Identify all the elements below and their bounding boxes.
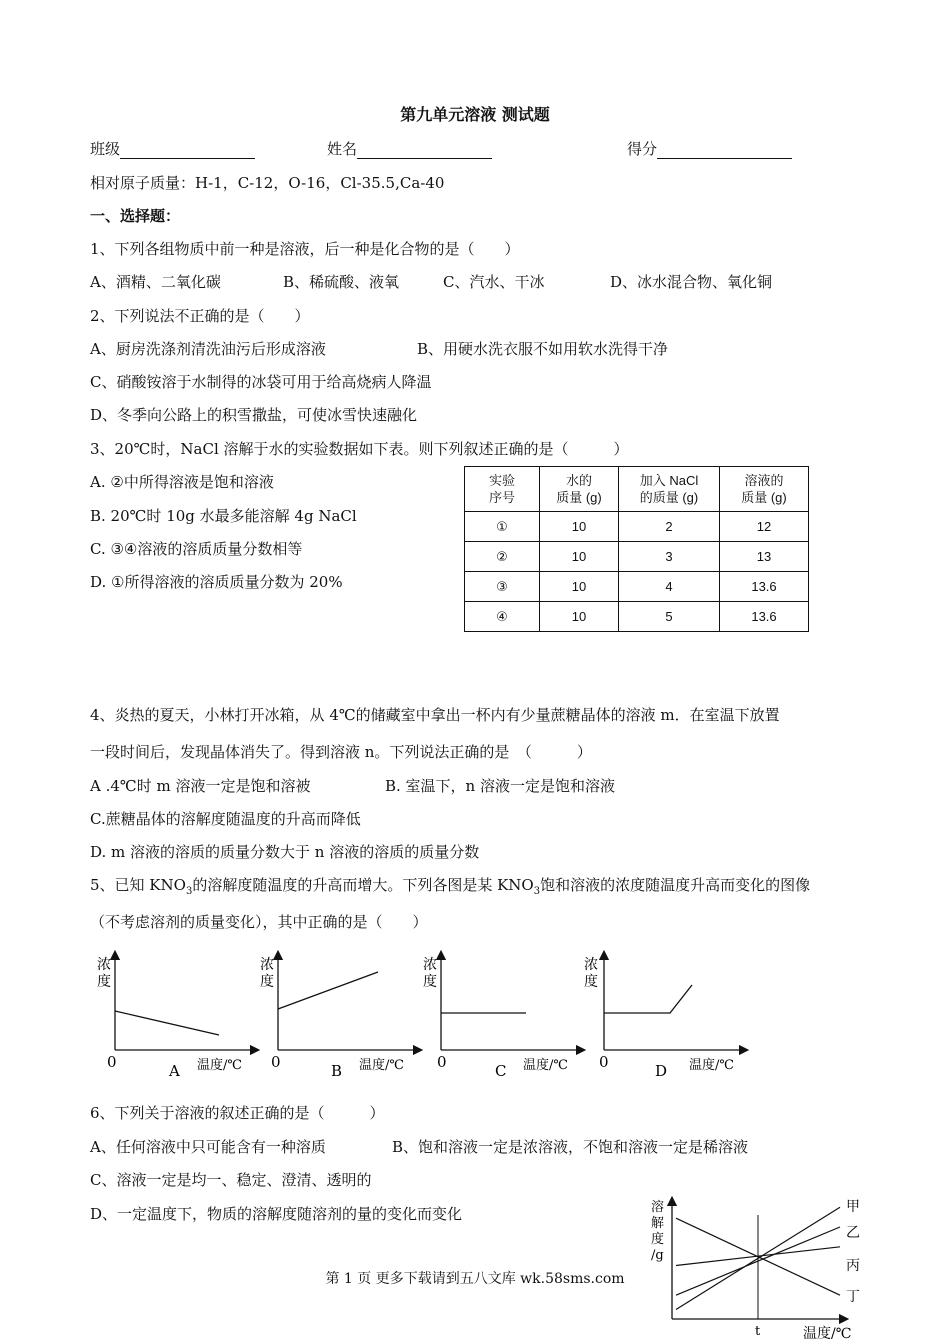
table-row	[465, 602, 809, 632]
table-cell: 10	[540, 512, 619, 542]
graph-b-xlabel: 温度/℃	[359, 1058, 404, 1073]
table-row	[465, 572, 809, 602]
table-cell: 10	[540, 542, 619, 572]
q5-stem-line1: 5、已知 $KNO_3$的溶解度随温度的升高而增大。下列各图是某 $KNO_3$饱和溶液的浓度随温度升高而变化的图像	[90, 876, 811, 897]
graph-b-ylabel-1: 浓	[260, 957, 274, 973]
sol-legend-bing: 丙	[846, 1258, 860, 1274]
graph-d-xlabel: 温度/℃	[689, 1058, 734, 1073]
q4-option-c: C.蔗糖晶体的溶解度随温度的升高而降低	[90, 810, 361, 828]
q2-option-b: B、用硬水洗衣服不如用软水洗得干净	[417, 340, 669, 358]
q5-stem-line2: （不考虑溶剂的质量变化），其中正确的是（ ）	[90, 913, 428, 931]
table-cell: 3	[619, 542, 720, 572]
graph-c-ylabel-1: 浓	[423, 957, 437, 973]
graph-a-ylabel-2: 度	[97, 974, 111, 990]
table-cell: 5	[619, 602, 720, 632]
class-field	[90, 138, 255, 159]
graph-a	[97, 955, 255, 1080]
graph-b	[260, 955, 418, 1080]
table-header: 加入 NaCl 的质量 (g)	[619, 467, 720, 512]
table-cell: 13.6	[720, 572, 809, 602]
table-cell: ①	[465, 512, 540, 542]
table-row	[465, 512, 809, 542]
score-field	[627, 138, 792, 159]
table-cell: 4	[619, 572, 720, 602]
sol-ylabel-2: 解	[651, 1216, 665, 1231]
sol-ylabel-1: 溶	[651, 1200, 665, 1215]
concentration-graphs	[85, 945, 765, 1085]
name-field	[327, 138, 492, 159]
sol-legend-ding: 丁	[846, 1289, 860, 1305]
sol-ylabel-3: 度	[651, 1232, 665, 1247]
page-title: 第九单元溶液 测试题	[400, 105, 550, 124]
sol-legend-jia: 甲	[846, 1199, 860, 1215]
graph-d-letter: D	[655, 1062, 668, 1080]
graph-b-ylabel-2: 度	[260, 974, 274, 990]
q6-option-c: C、溶液一定是均一、稳定、澄清、透明的	[90, 1171, 372, 1189]
table-header: 溶液的 质量 (g)	[720, 467, 809, 512]
q3-option-c: C. ③④溶液的溶质质量分数相等	[90, 540, 303, 558]
q1-stem: 1、下列各组物质中前一种是溶液，后一种是化合物的是（ ）	[90, 240, 520, 258]
graph-a-origin: 0	[107, 1053, 117, 1071]
graph-d-ylabel-2: 度	[584, 974, 598, 990]
graph-c-ylabel-2: 度	[423, 974, 437, 990]
graph-d-origin: 0	[599, 1053, 609, 1071]
page-footer: 第 1 页 更多下载请到五八文库 wk.58sms.com	[325, 1271, 625, 1287]
graph-b-line	[278, 972, 378, 1009]
q1-option-a: A、酒精、二氧化碳	[90, 273, 221, 291]
section-heading: 一、选择题：	[90, 207, 181, 225]
table-cell: ②	[465, 542, 540, 572]
table-cell: 13	[720, 542, 809, 572]
graph-d-ylabel-1: 浓	[584, 957, 598, 973]
q3-option-a: A. ②中所得溶液是饱和溶液	[90, 473, 274, 491]
graph-a-xlabel: 温度/℃	[197, 1058, 242, 1073]
q6-option-b: B、饱和溶液一定是浓溶液，不饱和溶液一定是稀溶液	[392, 1138, 749, 1156]
table-cell: ③	[465, 572, 540, 602]
graph-d	[584, 955, 744, 1080]
q2-stem: 2、下列说法不正确的是（ ）	[90, 307, 310, 325]
q1-option-d: D、冰水混合物、氧化铜	[610, 273, 773, 291]
table-cell: 12	[720, 512, 809, 542]
sol-legend-yi: 乙	[846, 1225, 860, 1241]
graph-c	[423, 955, 581, 1080]
name-blank	[357, 142, 492, 159]
table-row	[465, 542, 809, 572]
score-label: 得分	[627, 140, 658, 158]
graph-a-letter: A	[169, 1062, 180, 1080]
graph-b-origin: 0	[271, 1053, 281, 1071]
q3-option-d: D. ①所得溶液的溶质质量分数为 20%	[90, 573, 343, 591]
class-blank	[120, 142, 255, 159]
graph-c-xlabel: 温度/℃	[523, 1058, 568, 1073]
q2-option-c: C、硝酸铵溶于水制得的冰袋可用于给高烧病人降温	[90, 373, 432, 391]
q4-option-d: D. m 溶液的溶质的质量分数大于 n 溶液的溶质的质量分数	[90, 843, 480, 861]
q4-option-b: B. 室温下，n 溶液一定是饱和溶液	[385, 777, 615, 795]
q4-stem-line2: 一段时间后，发现晶体消失了。得到溶液 n。下列说法正确的是 （ ）	[90, 743, 592, 761]
table-cell: ④	[465, 602, 540, 632]
q3-option-b: B. 20℃时 10g 水最多能溶解 4g NaCl	[90, 507, 357, 525]
name-label: 姓名	[327, 140, 358, 158]
graph-a-line	[115, 1011, 219, 1035]
class-label: 班级	[90, 140, 121, 158]
graph-d-line	[604, 985, 692, 1013]
experiment-table	[464, 466, 809, 632]
graph-b-letter: B	[331, 1062, 343, 1080]
q6-option-d: D、一定温度下，物质的溶解度随溶剂的量的变化而变化	[90, 1205, 463, 1223]
q4-stem-line1: 4、炎热的夏天，小林打开冰箱，从 4℃的储藏室中拿出一杯内有少量蔗糖晶体的溶液 m．在室温下放置	[90, 706, 780, 724]
atomic-mass-line: 相对原子质量：H-1，C-12，O-16，Cl-35.5,Ca-40	[90, 174, 445, 192]
q2-option-d: D、冬季向公路上的积雪撒盐，可使冰雪快速融化	[90, 406, 418, 424]
table-header: 实验 序号	[465, 467, 540, 512]
q6-stem: 6、下列关于溶液的叙述正确的是（ ）	[90, 1104, 385, 1122]
q4-option-a: A .4℃时 m 溶液一定是饱和溶被	[90, 777, 311, 795]
sol-ylabel-4: /g	[651, 1248, 664, 1263]
table-cell: 2	[619, 512, 720, 542]
graph-c-letter: C	[495, 1062, 507, 1080]
table-header-row	[465, 467, 809, 512]
q2-option-a: A、厨房洗涤剂清洗油污后形成溶液	[90, 340, 326, 358]
score-blank	[657, 142, 792, 159]
table-header: 水的 质量 (g)	[540, 467, 619, 512]
q3-stem: 3、20℃时，NaCl 溶解于水的实验数据如下表。则下列叙述正确的是（ ）	[90, 440, 629, 458]
table-cell: 10	[540, 572, 619, 602]
graph-a-ylabel-1: 浓	[97, 957, 111, 973]
q1-option-c: C、汽水、干冰	[443, 273, 545, 291]
table-cell: 13.6	[720, 602, 809, 632]
graph-c-origin: 0	[437, 1053, 447, 1071]
sol-x-tick-t: t	[755, 1324, 761, 1339]
q1-option-b: B、稀硫酸、液氧	[283, 273, 400, 291]
table-cell: 10	[540, 602, 619, 632]
sol-xlabel: 温度/℃	[803, 1326, 852, 1341]
q6-option-a: A、任何溶液中只可能含有一种溶质	[90, 1138, 326, 1156]
